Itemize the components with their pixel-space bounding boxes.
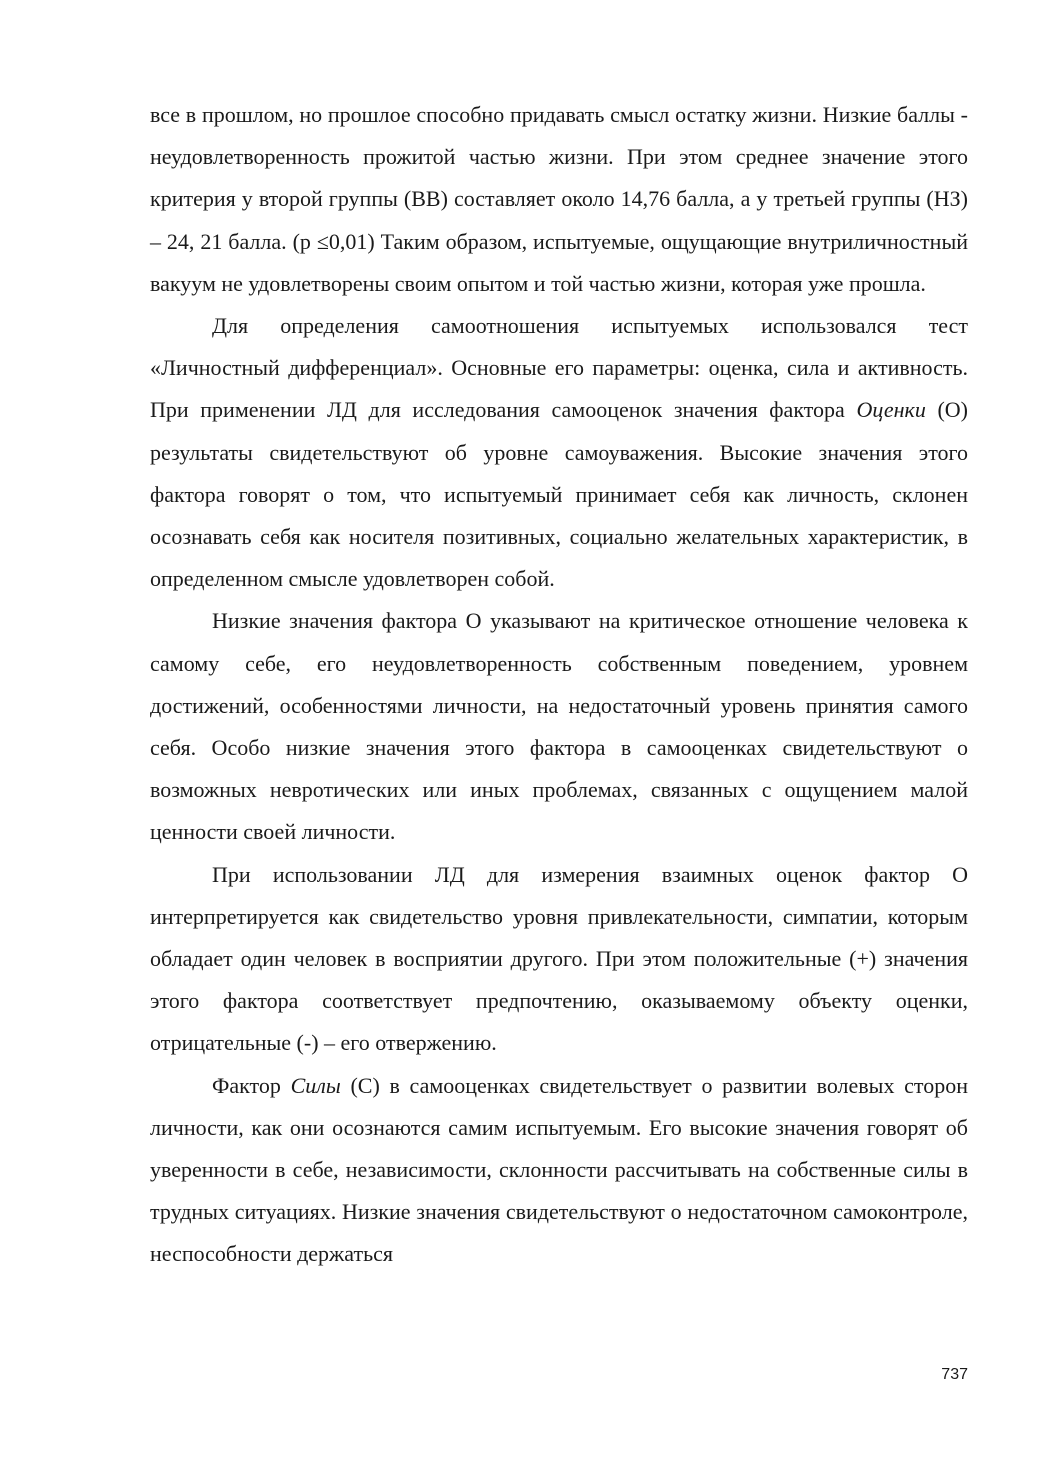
paragraph-2-text-start: Для определения самоотношения испытуемых использовался тест «Личностный дифференциал». Основные его параметры: оценка, сила и активность. При применении ЛД для исследования самооценок значения фактора <box>150 313 968 423</box>
paragraph-5-italic-term: Силы <box>290 1072 341 1098</box>
paragraph-5-text-end: (С) в самооценках свидетельствует о развитии волевых сторон личности, как они осознаются самим испытуемым. Его высокие значения говорят об уверенности в себе, независимости, склонности рассчитывать на собственные силы в трудных ситуациях. Низкие значения свидетельствуют о недостаточном самоконтроле, неспособности держаться <box>150 1072 969 1267</box>
page-number: 737 <box>941 1366 968 1383</box>
paragraph-4: При использовании ЛД для измерения взаимных оценок фактор О интерпретируется как свидетельство уровня привлекательности, симпатии, которым обладает один человек в восприятии другого. При этом положительные (+) значения этого фактора соответствует предпочтению, оказываемому объекту оценки, отрицательные (-) – его отвержению. <box>150 861 968 1056</box>
paragraph-5 <box>150 1065 968 1276</box>
paragraph-1: все в прошлом, но прошлое способно придавать смысл остатку жизни. Низкие баллы - неудовлетворенность прожитой частью жизни. При этом среднее значение этого критерия у второй группы (ВВ) составляет около 14,76 балла, а у третьей группы (НЗ) – 24, 21 балла. (р ≤0,01) Таким образом, испытуемые, ощущающие внутриличностный вакуум не удовлетворены своим опытом и той частью жизни, которая уже прошла. <box>150 102 968 296</box>
paragraph-5-text-start: Фактор <box>212 1072 281 1098</box>
paragraph-2-italic-term: Оценки <box>856 397 926 423</box>
paragraph-2-text-end: (О) результаты свидетельствуют об уровне самоуважения. Высокие значения этого фактора говорят о том, что испытуемый принимает себя как личность, склонен осознавать себя как носителя позитивных, социально желательных характеристик, в определенном смысле удовлетворен собой. <box>150 397 969 592</box>
paragraph-3: Низкие значения фактора О указывают на критическое отношение человека к самому себе, его неудовлетворенность собственным поведением, уровнем достижений, особенностями личности, на недостаточный уровень принятия самого себя. Особо низкие значения этого фактора в самооценках свидетельствуют о возможных невротических или иных проблемах, связанных с ощущением малой ценности своей личности. <box>150 608 968 845</box>
document-page <box>150 94 968 1276</box>
paragraph-2 <box>150 305 968 600</box>
